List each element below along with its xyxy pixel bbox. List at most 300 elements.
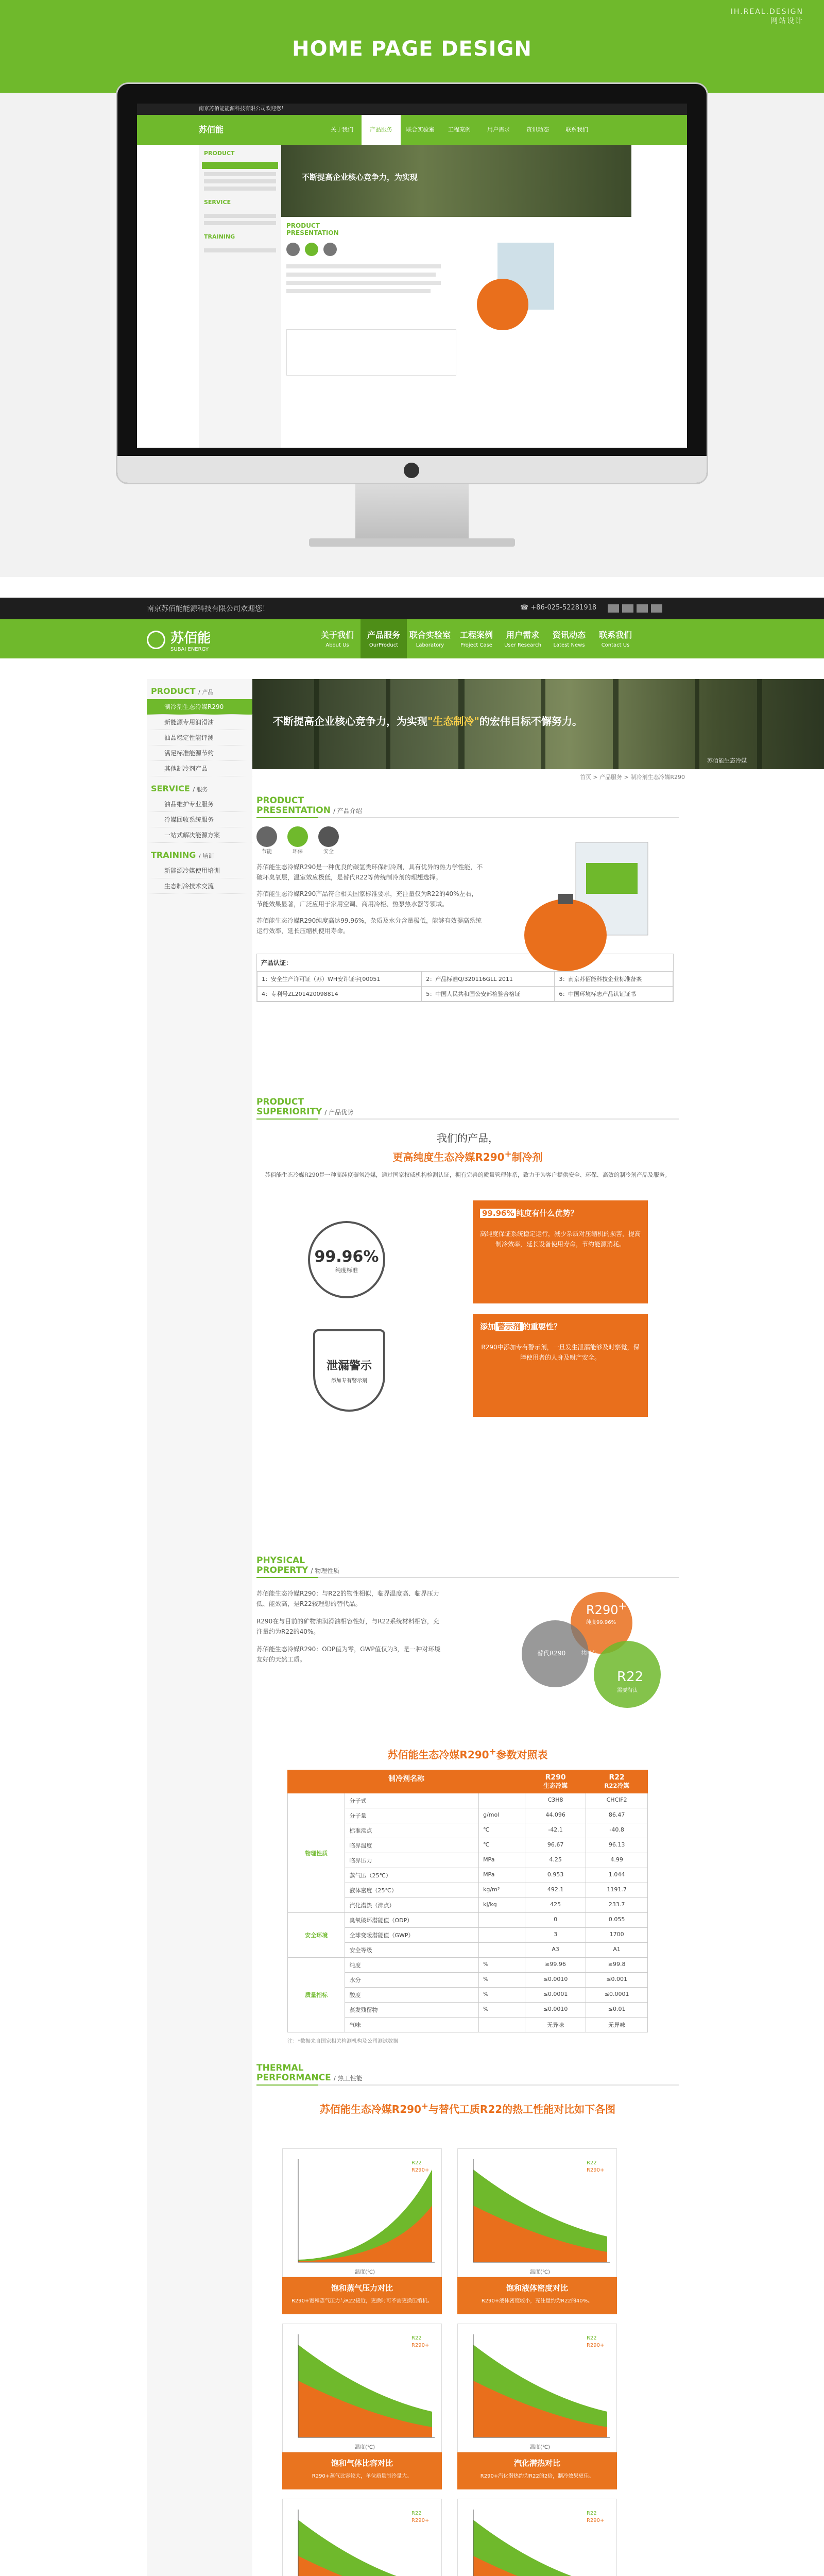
sidebar <box>147 679 252 2576</box>
superiority-intro: 苏佰能生态冷媒R290是一种高纯度碳氢冷媒，通过国家权威机构检测认证，拥有完善的质量管理体系，致力于为客户提供安全、环保、高效的制冷剂产品及服务。 <box>265 1172 671 1178</box>
compare-cell: 液体密度（25℃） <box>345 1883 479 1898</box>
compare-group: 物理性质 <box>288 1793 345 1913</box>
imac-stand <box>355 484 469 541</box>
nav-item-user[interactable] <box>500 619 546 658</box>
compare-group: 安全环境 <box>288 1913 345 1958</box>
compare-cell: ≤0.0001 <box>525 1988 586 2003</box>
head-label: 制冷剂名称 <box>388 1775 424 1783</box>
section-title-en: PRODUCT <box>256 795 304 806</box>
venn-label: 共同点 <box>581 1651 596 1656</box>
brand-line1: IH.REAL.DESIGN <box>730 8 803 16</box>
compare-table <box>287 1770 648 2032</box>
nav-label-en: Laboratory <box>416 642 444 648</box>
warning-question: 的重要性？ <box>523 1322 562 1331</box>
x-axis-label: 温度(℃) <box>355 2269 375 2275</box>
slogan-part: 不断提高企业核心竞争力，为实现 <box>273 715 427 727</box>
section-title-cn: / 热工性能 <box>333 2075 363 2082</box>
compare-cell: 0.953 <box>525 1868 586 1883</box>
nav-label-en: About Us <box>325 642 349 648</box>
compare-cell: C3H8 <box>525 1793 586 1808</box>
compare-cell: ℃ <box>479 1823 525 1838</box>
venn-note: 纯度99.96% <box>586 1620 616 1625</box>
compare-cell: 临界温度 <box>345 1838 479 1853</box>
sidebar-item[interactable]: 一站式解决能源方案 <box>147 827 252 843</box>
thermal-chart <box>457 2499 617 2576</box>
compare-cell: 0.055 <box>586 1913 648 1928</box>
legend-r290: R290+ <box>587 2518 605 2523</box>
compare-cell: MPa <box>479 1868 525 1883</box>
compare-cell: ≤0.0001 <box>586 1988 648 2003</box>
imac-stand-base <box>309 538 515 547</box>
sidebar-item[interactable]: 满足标准能源节约 <box>147 745 252 761</box>
compare-group: 质量指标 <box>288 1958 345 2032</box>
leaf-icon <box>287 826 308 847</box>
compare-cell: ≤0.0010 <box>525 2003 586 2018</box>
compare-cell: % <box>479 2003 525 2018</box>
nav-spacer <box>0 658 824 679</box>
intro-paragraph: 苏佰能生态冷媒R290是一种优良的碳氢类环保制冷剂，具有优异的热力学性能，不破坏臭氧层，温室效应极低，是替代R22等传统制冷剂的理想选择。 <box>256 863 483 881</box>
compare-cell: kJ/kg <box>479 1898 525 1913</box>
warning-card <box>473 1314 648 1417</box>
purity-question: 纯度有什么优势？ <box>516 1209 578 1218</box>
nav-item-case[interactable] <box>453 619 500 658</box>
phone-icon: ☎ <box>520 604 531 612</box>
feature-badge <box>287 826 308 855</box>
compare-cell: -40.8 <box>586 1823 648 1838</box>
chart-plot <box>283 2499 442 2576</box>
caption-title: 饱和气体比容对比 <box>331 2459 393 2468</box>
mini-menu-item[interactable]: 工程案例 <box>448 126 471 133</box>
warning-shield-icon <box>313 1329 385 1412</box>
section-divider <box>256 817 679 818</box>
section-title-en2: PROPERTY <box>256 1565 308 1575</box>
compare-note: 注：*数据来自国家相关检测机构及公司测试数据 <box>287 2039 398 2044</box>
compare-cell: A3 <box>525 1943 586 1958</box>
hero-banner <box>252 679 824 769</box>
feature-badge <box>318 826 339 855</box>
warning-question-highlight: 警示剂 <box>495 1322 523 1331</box>
compare-cell: 425 <box>525 1898 586 1913</box>
head-label: R22 <box>609 1773 625 1782</box>
thermal-charts <box>282 2148 622 2576</box>
imac-frame <box>116 82 708 484</box>
mini-menu-item[interactable]: 产品服务 <box>362 115 401 145</box>
warning-question: 添加 <box>480 1322 496 1331</box>
sidebar-item[interactable]: 生态制冷技术交流 <box>147 878 252 894</box>
cert-cell: 6：中国环境标志产品认证证书 <box>555 987 673 1002</box>
sidebar-item[interactable]: 制冷剂生态冷媒R290 <box>147 699 252 715</box>
section-compare <box>256 1747 679 2044</box>
warning-title: 泄漏警示 <box>326 1360 372 1372</box>
purity-body: 高纯度保证系统稳定运行，减少杂质对压缩机的损害，提高制冷效率，延长设备使用寿命，节约能源消耗。 <box>480 1230 641 1248</box>
compare-cell: ≤0.001 <box>586 1973 648 1988</box>
compare-cell: 蒸发残留物 <box>345 2003 479 2018</box>
head-sub: 生态冷媒 <box>543 1782 568 1789</box>
badge-label: 安全 <box>323 849 334 855</box>
section-divider <box>256 2084 679 2086</box>
imac-screen <box>137 104 687 448</box>
nav-label: 联合实验室 <box>409 630 451 640</box>
title-part: 苏佰能生态冷媒R290 <box>319 2103 421 2115</box>
sidebar-head-product <box>147 679 252 699</box>
compare-cell: CHClF2 <box>586 1793 648 1808</box>
thermal-chart <box>457 2324 617 2452</box>
language-flag-icon[interactable] <box>608 604 619 613</box>
nav-label-en: OurProduct <box>369 642 399 648</box>
section-title-en2: PERFORMANCE <box>256 2073 331 2083</box>
compare-cell: 酸度 <box>345 1988 479 2003</box>
legend-r290: R290+ <box>587 2343 605 2348</box>
compare-cell: A1 <box>586 1943 648 1958</box>
chart-plot <box>458 2499 617 2576</box>
physical-paragraph: 苏佰能生态冷媒R290：与R22的物性相似，临界温度高、临界压力低、能效高，是R22较理想的替代品。 <box>256 1590 439 1607</box>
nav-label: 关于我们 <box>320 630 354 640</box>
compare-cell: kg/m³ <box>479 1883 525 1898</box>
cert-table-title: 产品认证： <box>261 959 293 967</box>
slogan-part: 的宏伟目标不懈努力。 <box>479 715 582 727</box>
caption-text: R290+饱和蒸气压力与R22接近，更换时可不需更换压缩机。 <box>291 2298 433 2304</box>
cert-cell: 1：安全生产许可证（苏）WH安许证字[00051 <box>258 972 422 987</box>
section-divider <box>256 1577 679 1578</box>
compare-cell: 96.67 <box>525 1838 586 1853</box>
sidebar-head-label: SERVICE <box>151 784 190 793</box>
nav-item-about[interactable] <box>314 619 360 658</box>
nav-label: 工程案例 <box>459 630 493 640</box>
cert-cell: 2：产品标准Q/320116GLL 2011 <box>422 972 555 987</box>
thermal-chart <box>282 2148 442 2277</box>
phone-text: +86-025-52281918 <box>530 604 597 612</box>
compare-cell: 44.096 <box>525 1808 586 1823</box>
compare-head <box>586 1770 648 1793</box>
mini-body <box>286 222 626 444</box>
sidebar-item[interactable]: 冷媒回收系统服务 <box>147 812 252 827</box>
legend-r22: R22 <box>587 2160 597 2166</box>
mini-menu-item[interactable]: 联合实验室 <box>406 126 435 133</box>
compare-cell: 分子式 <box>345 1793 479 1808</box>
product-image <box>509 837 674 981</box>
mini-section-title: PRODUCT <box>286 222 320 229</box>
section-presentation <box>256 796 679 1002</box>
subheading-sup: + <box>504 1149 512 1159</box>
x-axis-label: 温度(℃) <box>530 2445 551 2450</box>
sidebar-item[interactable]: 新能源专用润滑油 <box>147 715 252 730</box>
nav-label: 资讯动态 <box>552 630 586 640</box>
slogan-highlight: "生态制冷" <box>427 715 479 727</box>
shield-icon <box>318 826 339 847</box>
legend-r22: R22 <box>411 2160 422 2166</box>
sidebar-item[interactable]: 油品维护专业服务 <box>147 796 252 812</box>
legend-r290: R290+ <box>411 2518 430 2523</box>
x-axis-label: 温度(℃) <box>355 2445 375 2450</box>
language-flag-icon[interactable] <box>637 604 648 613</box>
brand-mark <box>731 7 803 26</box>
chart-caption <box>282 2277 442 2314</box>
caption-text: R290+液体密度较小，充注量约为R22的40%。 <box>481 2298 593 2304</box>
nav-item-contact[interactable] <box>592 619 639 658</box>
purity-value: 99.96% <box>314 1248 379 1266</box>
compare-cell: % <box>479 1988 525 2003</box>
cert-cell: 3：南京苏佰能科技企业标准备案 <box>555 972 673 987</box>
mini-side-head: SERVICE <box>204 199 231 206</box>
compare-cell: 汽化潜热（沸点） <box>345 1898 479 1913</box>
compare-cell: 安全等级 <box>345 1943 479 1958</box>
compare-cell: 3 <box>525 1928 586 1943</box>
mini-menu-item[interactable]: 用户需求 <box>487 126 510 133</box>
presentation-area <box>0 0 824 577</box>
venn-note: 需要淘汰 <box>617 1688 638 1693</box>
compare-cell: 分子量 <box>345 1808 479 1823</box>
mini-sidebar <box>199 145 281 448</box>
legend-r290: R290+ <box>411 2343 430 2348</box>
sidebar-item[interactable]: 油品稳定性能评测 <box>147 730 252 745</box>
compare-cell: 无异味 <box>586 2018 648 2032</box>
language-flag-icon[interactable] <box>622 604 633 613</box>
chart-caption <box>282 2452 442 2489</box>
logo-name: 苏佰能 <box>170 631 211 646</box>
chart-caption <box>457 2452 617 2489</box>
mini-menu-item[interactable]: 联系我们 <box>565 126 588 133</box>
nav-label-en: User Research <box>504 642 541 648</box>
thermal-chart <box>282 2499 442 2576</box>
compare-cell: 492.1 <box>525 1883 586 1898</box>
mini-menu-item[interactable]: 资讯动态 <box>526 126 549 133</box>
purity-label: 纯度标准 <box>335 1267 358 1274</box>
title-part: 参数对照表 <box>496 1749 548 1761</box>
compare-cell: 96.13 <box>586 1838 648 1853</box>
presentation-title: HOME PAGE DESIGN <box>292 37 532 61</box>
mini-logo: 苏佰能 <box>199 125 224 134</box>
section-superiority <box>256 1097 679 1384</box>
compare-cell: % <box>479 1973 525 1988</box>
compare-cell: 0 <box>525 1913 586 1928</box>
physical-paragraph: 苏佰能生态冷媒R290：ODP值为零，GWP值仅为3，是一种对环境友好的天然工质。 <box>256 1646 441 1663</box>
compare-row <box>288 1913 648 1928</box>
banner-caption: 苏佰能生态冷媒 <box>707 757 747 764</box>
sidebar-head-cn: / 服务 <box>193 786 208 793</box>
thermal-chart <box>457 2148 617 2277</box>
mini-nav <box>137 115 687 145</box>
section-physical <box>256 1555 679 1693</box>
caption-title: 饱和蒸气压力对比 <box>331 2283 393 2293</box>
mini-topbar: 南京苏佰能能源科技有限公司欢迎您！ <box>137 104 687 115</box>
compare-cell: ≥99.8 <box>586 1958 648 1973</box>
subheading-part: 更高纯度生态冷媒R290 <box>392 1151 505 1163</box>
section-title-en: PHYSICAL <box>256 1555 305 1566</box>
caption-text: R290+汽化潜热约为R22的2倍，制冷效果更佳。 <box>480 2473 594 2479</box>
compare-cell: 233.7 <box>586 1898 648 1913</box>
nav-menu <box>314 619 639 658</box>
banner-slogan <box>273 713 582 728</box>
purity-question-highlight: 99.96% <box>480 1209 516 1218</box>
section-thermal <box>256 2063 679 2116</box>
section-title-cn: / 产品优势 <box>324 1109 354 1116</box>
sidebar-head-cn: / 产品 <box>198 689 214 696</box>
thermal-title <box>256 2101 679 2116</box>
nav-item-lab[interactable] <box>407 619 453 658</box>
purity-circle <box>308 1221 385 1298</box>
venn-label: 替代R290 <box>537 1650 566 1657</box>
chart-plot <box>458 2324 617 2453</box>
language-flag-icon[interactable] <box>651 604 662 613</box>
compare-cell: 纯度 <box>345 1958 479 1973</box>
compare-cell: 临界压力 <box>345 1853 479 1868</box>
compare-cell: ≤0.01 <box>586 2003 648 2018</box>
compare-cell <box>479 1943 525 1958</box>
warning-body: R290中添加专有警示剂，一旦发生泄漏能够及时察觉，保障使用者的人身及财产安全。 <box>481 1344 640 1361</box>
compare-cell: ≥99.96 <box>525 1958 586 1973</box>
legend-r22: R22 <box>411 2511 422 2516</box>
sidebar-head-training <box>147 843 252 863</box>
mini-side-head: TRAINING <box>204 233 235 240</box>
sidebar-head-cn: / 培训 <box>199 853 214 859</box>
language-switch <box>608 604 662 613</box>
compare-cell: 86.47 <box>586 1808 648 1823</box>
phone-number <box>520 604 596 612</box>
venn-label: R290 <box>586 1603 619 1617</box>
compare-cell: 4.25 <box>525 1853 586 1868</box>
nav-label: 产品服务 <box>367 630 400 640</box>
venn-label-r290 <box>586 1600 627 1617</box>
sidebar-head-service <box>147 776 252 796</box>
title-part: 苏佰能生态冷媒R290 <box>387 1749 489 1761</box>
compare-cell <box>479 1793 525 1808</box>
compare-cell: 臭氧破坏潜能值（ODP） <box>345 1913 479 1928</box>
compare-cell: 4.99 <box>586 1853 648 1868</box>
site-logo[interactable] <box>147 628 211 652</box>
nav-label: 联系我们 <box>598 630 632 640</box>
nav-label-en: Latest News <box>553 642 585 648</box>
section-title-en: THERMAL <box>256 2063 304 2073</box>
main-nav <box>0 619 824 658</box>
chart-plot <box>283 2324 442 2453</box>
compare-cell: 1700 <box>586 1928 648 1943</box>
logo-mark-icon <box>147 631 165 649</box>
section-title-en: PRODUCT <box>256 1097 304 1107</box>
compare-cell: ℃ <box>479 1838 525 1853</box>
intro-paragraph: 苏佰能生态冷媒R290产品符合相关国家标准要求，充注量仅为R22的40%左右，节能效果显著，广泛应用于家用空调、商用冷柜、热泵热水器等领域。 <box>256 890 478 908</box>
snowflake-icon <box>256 826 277 847</box>
physical-paragraph: R290在与目前的矿物油润滑油相容性好，与R22系统材料相容，充注量约为R22的40%。 <box>256 1618 439 1635</box>
compare-cell: 1.044 <box>586 1868 648 1883</box>
chart-plot <box>458 2149 617 2278</box>
sidebar-head-label: PRODUCT <box>151 686 196 696</box>
compare-title <box>256 1747 679 1761</box>
purity-card <box>473 1200 648 1303</box>
compare-cell: ≤0.0010 <box>525 1973 586 1988</box>
compare-cell: 全球变暖潜能值（GWP） <box>345 1928 479 1943</box>
compare-cell: -42.1 <box>525 1823 586 1838</box>
head-label: R290 <box>545 1773 566 1782</box>
badge-label: 环保 <box>293 849 303 855</box>
nav-label: 用户需求 <box>506 630 539 640</box>
superiority-subheading <box>256 1149 679 1164</box>
compare-cell: MPa <box>479 1853 525 1868</box>
compare-head <box>288 1770 525 1793</box>
mini-banner-slogan: 不断提高企业核心竞争力，为实现 <box>302 173 418 182</box>
welcome-text: 南京苏佰能能源科技有限公司欢迎您！ <box>147 605 269 613</box>
section-divider <box>256 1118 679 1120</box>
purity-block <box>256 1200 658 1303</box>
sidebar-item[interactable]: 其他制冷剂产品 <box>147 761 252 776</box>
chart-plot <box>283 2149 442 2278</box>
head-sub: R22冷媒 <box>604 1782 629 1789</box>
compare-row <box>288 1958 648 1973</box>
mini-menu-item[interactable]: 关于我们 <box>331 126 353 133</box>
compare-cell <box>479 2018 525 2032</box>
legend-r22: R22 <box>587 2335 597 2341</box>
compare-row <box>288 1793 648 1808</box>
venn-label-sup: + <box>618 1600 627 1612</box>
legend-r290: R290+ <box>587 2167 605 2173</box>
compare-cell: 标准沸点 <box>345 1823 479 1838</box>
mini-banner <box>281 145 631 217</box>
compare-cell <box>479 1928 525 1943</box>
compare-cell: 水分 <box>345 1973 479 1988</box>
breadcrumb: 首页 > 产品服务 > 制冷剂生态冷媒R290 <box>579 774 685 781</box>
intro-paragraph: 苏佰能生态冷媒R290纯度高达99.96%，杂质及水分含量极低，能够有效提高系统运行效率，延长压缩机使用寿命。 <box>256 917 482 935</box>
legend-r22: R22 <box>411 2335 422 2341</box>
x-axis-label: 温度(℃) <box>530 2269 551 2275</box>
sidebar-item[interactable]: 新能源冷媒使用培训 <box>147 863 252 878</box>
top-bar <box>0 598 824 619</box>
cert-cell: 4：专利号ZL201420098814 <box>258 987 422 1002</box>
cert-cell: 5：中国人民共和国公安部检验合格证 <box>422 987 555 1002</box>
caption-title: 汽化潜热对比 <box>513 2459 560 2468</box>
mini-section-title2: PRESENTATION <box>286 229 339 236</box>
title-sup: + <box>489 1747 496 1757</box>
feature-badge <box>256 826 277 855</box>
section-title-en2: PRESENTATION <box>256 805 331 816</box>
compare-cell: g/mol <box>479 1808 525 1823</box>
section-title-cn: / 产品介绍 <box>333 807 362 815</box>
nav-item-news[interactable] <box>546 619 592 658</box>
warning-block <box>256 1314 658 1427</box>
mini-side-head: PRODUCT <box>204 150 235 157</box>
logo-subtitle: SUBAI ENERGY <box>170 647 209 652</box>
warning-label: 添加专有警示剂 <box>331 1378 367 1384</box>
brand-line2: 网站设计 <box>770 17 803 25</box>
apple-logo-icon <box>404 463 419 478</box>
compare-cell: 蒸气压（25℃） <box>345 1868 479 1883</box>
venn-label-r22: R22 <box>617 1669 644 1685</box>
section-title-en2: SUPERIORITY <box>256 1107 322 1117</box>
superiority-heading: 我们的产品， <box>437 1132 499 1144</box>
nav-item-product[interactable] <box>360 619 407 658</box>
nav-label-en: Contact Us <box>601 642 630 648</box>
chart-caption <box>457 2277 617 2314</box>
subheading-part: 制冷剂 <box>511 1151 543 1163</box>
title-part: 与替代工质R22的热工性能对比如下各图 <box>428 2103 616 2115</box>
badge-label: 节能 <box>262 849 272 855</box>
title-sup: + <box>421 2101 428 2111</box>
compare-cell: 1191.7 <box>586 1883 648 1898</box>
compare-cell <box>479 1913 525 1928</box>
section-title-cn: / 物理性质 <box>311 1567 340 1574</box>
legend-r290: R290+ <box>411 2167 430 2173</box>
thermal-chart <box>282 2324 442 2452</box>
compare-body <box>288 1793 648 2032</box>
legend-r22: R22 <box>587 2511 597 2516</box>
caption-title: 饱和液体密度对比 <box>506 2283 568 2293</box>
compare-cell: % <box>479 1958 525 1973</box>
compare-cell: 气味 <box>345 2018 479 2032</box>
sidebar-head-label: TRAINING <box>151 850 196 860</box>
mini-menu <box>322 115 596 145</box>
compare-head <box>525 1770 586 1793</box>
compare-cell: 无异味 <box>525 2018 586 2032</box>
caption-text: R290+蒸气比容较大，单位质量制冷量大。 <box>312 2473 413 2479</box>
nav-label-en: Project Case <box>460 642 492 648</box>
